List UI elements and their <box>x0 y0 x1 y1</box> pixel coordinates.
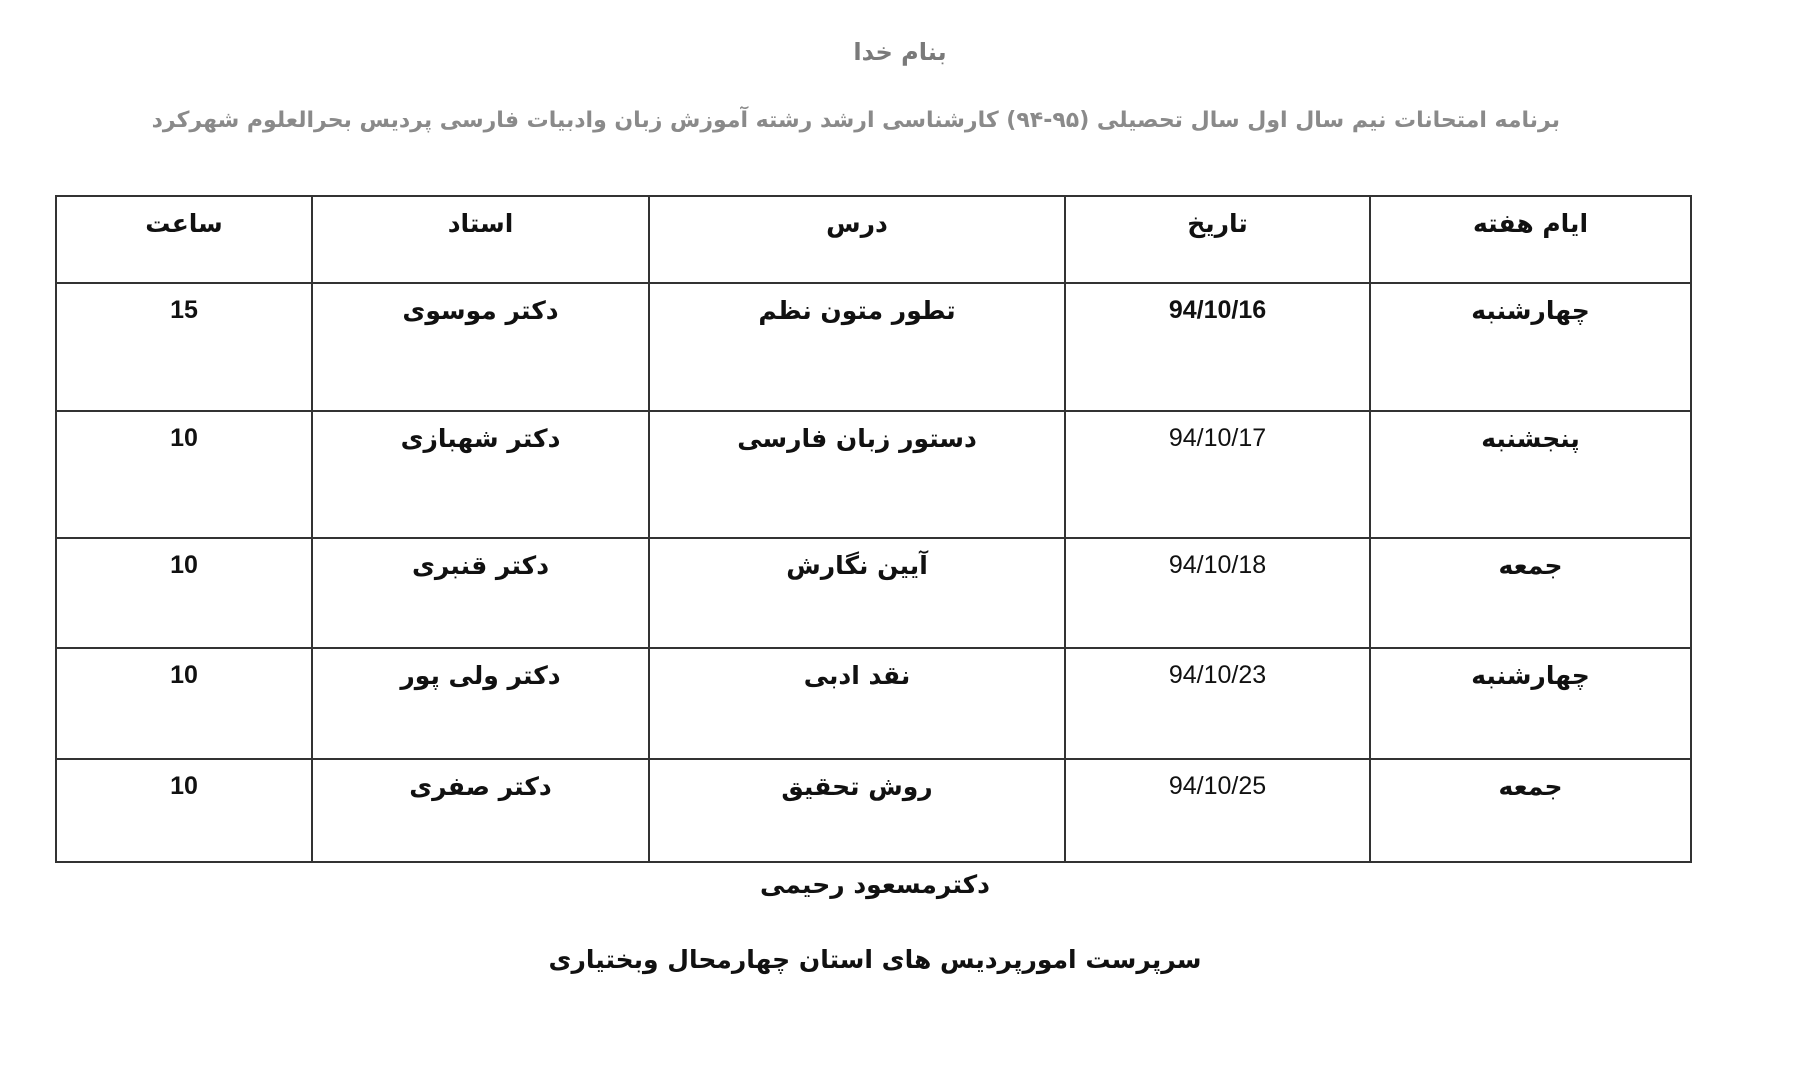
cell-instructor: دکتر شهبازی <box>312 411 649 538</box>
cell-course: آیین نگارش <box>649 538 1065 648</box>
table-row <box>56 283 1691 411</box>
column-header-time: ساعت <box>56 196 312 283</box>
cell-instructor: دکتر صفری <box>312 759 649 862</box>
cell-time: 10 <box>56 759 312 862</box>
cell-day: چهارشنبه <box>1370 283 1691 411</box>
cell-day: جمعه <box>1370 759 1691 862</box>
cell-day: چهارشنبه <box>1370 648 1691 759</box>
cell-date: 94/10/25 <box>1065 759 1370 862</box>
cell-day: جمعه <box>1370 538 1691 648</box>
cell-time: 10 <box>56 411 312 538</box>
column-header-course: درس <box>649 196 1065 283</box>
signatory-name: دکترمسعود رحیمی <box>759 870 991 899</box>
cell-date: 94/10/17 <box>1065 411 1370 538</box>
cell-course: تطور متون نظم <box>649 283 1065 411</box>
table-row <box>56 759 1691 862</box>
document-title: برنامه امتحانات نیم سال اول سال تحصیلی (۹۵-۹۴) کارشناسی ارشد رشته آموزش زبان وادبیات فارسی پردیس بحرالعلوم شهرکرد <box>151 108 1560 133</box>
exam-schedule-table <box>55 195 1692 863</box>
table-header-row <box>56 196 1691 283</box>
cell-date: 94/10/18 <box>1065 538 1370 648</box>
cell-time: 10 <box>56 538 312 648</box>
signatory-role: سرپرست امورپردیس های استان چهارمحال وبختیاری <box>548 945 1202 974</box>
table-row <box>56 411 1691 538</box>
cell-course: نقد ادبی <box>649 648 1065 759</box>
cell-date: 94/10/23 <box>1065 648 1370 759</box>
cell-time: 15 <box>56 283 312 411</box>
cell-instructor: دکتر قنبری <box>312 538 649 648</box>
table-row <box>56 538 1691 648</box>
cell-course: روش تحقیق <box>649 759 1065 862</box>
cell-course: دستور زبان فارسی <box>649 411 1065 538</box>
basmala-heading: بنام خدا <box>853 38 947 66</box>
cell-date: 94/10/16 <box>1065 283 1370 411</box>
cell-time: 10 <box>56 648 312 759</box>
column-header-instructor: استاد <box>312 196 649 283</box>
cell-day: پنجشنبه <box>1370 411 1691 538</box>
column-header-day: ایام هفته <box>1370 196 1691 283</box>
column-header-date: تاریخ <box>1065 196 1370 283</box>
table-row <box>56 648 1691 759</box>
cell-instructor: دکتر موسوی <box>312 283 649 411</box>
cell-instructor: دکتر ولی پور <box>312 648 649 759</box>
